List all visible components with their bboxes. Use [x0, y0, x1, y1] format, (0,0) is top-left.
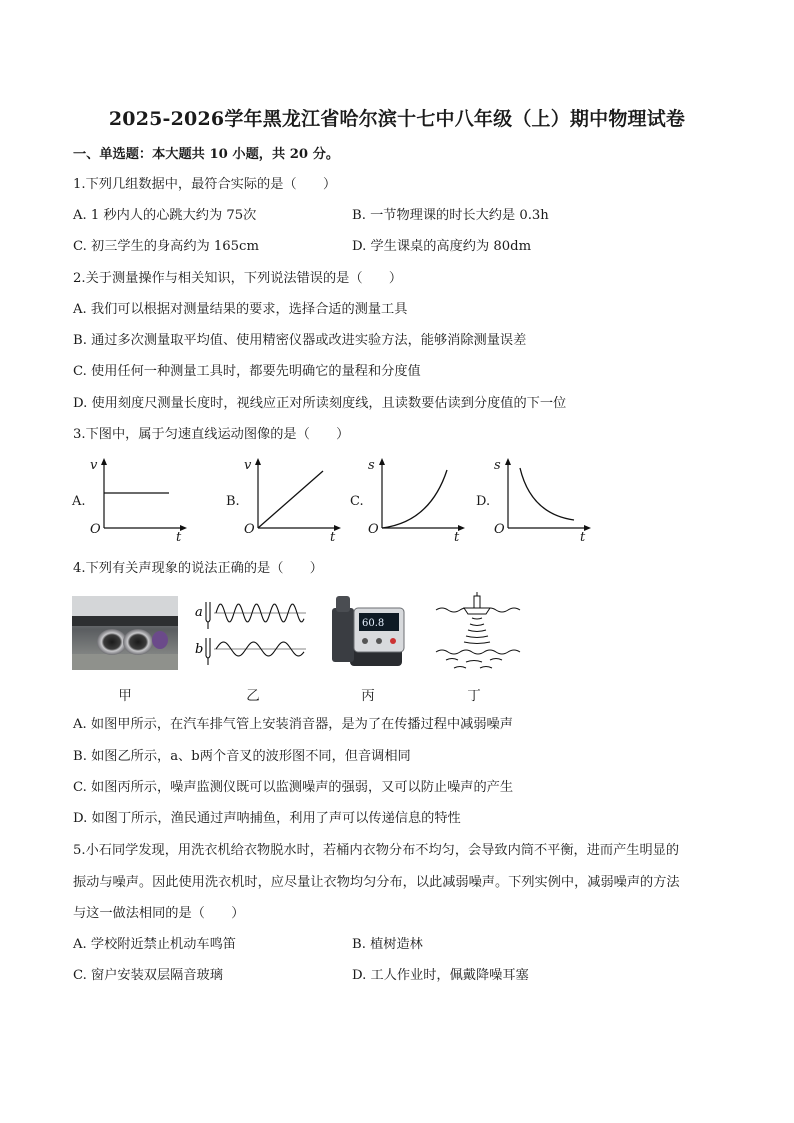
question-4-stem: 4.下列有关声现象的说法正确的是（ ）	[73, 561, 323, 576]
question-5-stem-line-2: 振动与噪声。因此使用洗衣机时，应尽量让衣物均匀分布，以此减弱噪声。下列实例中，减弱噪声的方法	[73, 875, 680, 890]
tuning-fork-b-icon	[206, 638, 210, 665]
caption-yi: 乙	[246, 688, 260, 704]
graph-d-x-label: t	[580, 530, 586, 545]
question-5-option-a: A. 学校附近禁止机动车鸣笛	[73, 937, 236, 952]
graph-d-option-label: D.	[476, 494, 491, 509]
question-1-stem: 1.下列几组数据中，最符合实际的是（ ）	[73, 177, 337, 192]
linear-velocity-line	[258, 471, 323, 528]
graph-d-origin: O	[494, 522, 505, 537]
graph-b-origin: O	[244, 522, 255, 537]
accelerating-curve	[382, 470, 447, 528]
question-1-option-b: B. 一节物理课的时长大约是 0.3h	[352, 208, 549, 223]
graph-a-x-label: t	[176, 530, 182, 545]
question-2-option-b: B. 通过多次测量取平均值、使用精密仪器或改进实验方法，能够消除测量误差	[73, 333, 527, 348]
graph-c-y-label: s	[368, 458, 375, 473]
graph-b-x-label: t	[330, 530, 336, 545]
boat-icon	[464, 608, 490, 614]
graph-d	[476, 456, 596, 546]
question-5-option-c: C. 窗户安装双层隔音玻璃	[73, 968, 223, 983]
graph-b-y-label: v	[244, 458, 252, 473]
noise-meter-image	[328, 594, 408, 672]
graph-c	[350, 456, 470, 546]
graph-c-option-label: C.	[350, 494, 364, 509]
question-3-stem: 3.下图中，属于匀速直线运动图像的是（ ）	[73, 427, 350, 442]
question-1-option-a: A. 1 秒内人的心跳大约为 75次	[73, 208, 257, 223]
graph-b-option-label: B.	[226, 494, 240, 509]
caption-bing: 丙	[361, 688, 375, 704]
page-title: 2025-2026学年黑龙江省哈尔滨十七中八年级（上）期中物理试卷	[108, 108, 686, 130]
exhaust-pipe-photo	[72, 596, 178, 670]
graph-c-origin: O	[368, 522, 379, 537]
question-5-option-d: D. 工人作业时，佩戴降噪耳塞	[352, 968, 529, 983]
wave-label-a: a	[195, 605, 203, 620]
graph-a-origin: O	[90, 522, 101, 537]
caption-ding: 丁	[467, 688, 481, 704]
decaying-curve	[520, 468, 574, 520]
graph-c-x-label: t	[454, 530, 460, 545]
graph-a	[72, 456, 192, 546]
question-5-stem-line-3: 与这一做法相同的是（ ）	[73, 906, 245, 921]
graph-a-option-label: A.	[72, 494, 86, 509]
waveform-diagram	[190, 596, 310, 670]
section-heading: 一、单选题：本大题共 10 小题，共 20 分。	[73, 147, 340, 162]
question-2-option-d: D. 使用刻度尺测量长度时，视线应正对所读刻度线，且读数要估读到分度值的下一位	[73, 396, 567, 411]
question-1-option-c: C. 初三学生的身高约为 165cm	[73, 239, 259, 254]
graph-b	[226, 456, 346, 546]
question-2-option-c: C. 使用任何一种测量工具时，都要先明确它的量程和分度值	[73, 364, 421, 379]
question-5-stem-line-1: 5.小石同学发现，用洗衣机给衣物脱水时，若桶内衣物分布不均匀，会导致内筒不平衡，进而产生明显的	[73, 843, 680, 858]
question-4-option-d: D. 如图丁所示，渔民通过声呐捕鱼，利用了声可以传递信息的特性	[73, 811, 461, 826]
caption-jia: 甲	[118, 688, 132, 704]
tuning-fork-a-icon	[206, 602, 210, 629]
graph-a-y-label: v	[90, 458, 98, 473]
question-5-option-b: B. 植树造林	[352, 937, 423, 952]
graph-d-y-label: s	[494, 458, 501, 473]
question-4-option-c: C. 如图丙所示，噪声监测仪既可以监测噪声的强弱，又可以防止噪声的产生	[73, 780, 514, 795]
question-4-option-b: B. 如图乙所示，a、b两个音叉的波形图不同，但音调相同	[73, 749, 411, 764]
question-1-option-d: D. 学生课桌的高度约为 80dm	[352, 239, 532, 254]
question-2-option-a: A. 我们可以根据对测量结果的要求，选择合适的测量工具	[73, 302, 408, 317]
sonar-fishing-diagram	[432, 590, 522, 674]
question-4-option-a: A. 如图甲所示，在汽车排气管上安装消音器，是为了在传播过程中减弱噪声	[73, 717, 513, 732]
sonar-waves	[464, 618, 490, 644]
question-2-stem: 2.关于测量操作与相关知识，下列说法错误的是（ ）	[73, 271, 403, 286]
wave-label-b: b	[195, 642, 204, 657]
meter-reading: 60.8	[362, 618, 385, 629]
